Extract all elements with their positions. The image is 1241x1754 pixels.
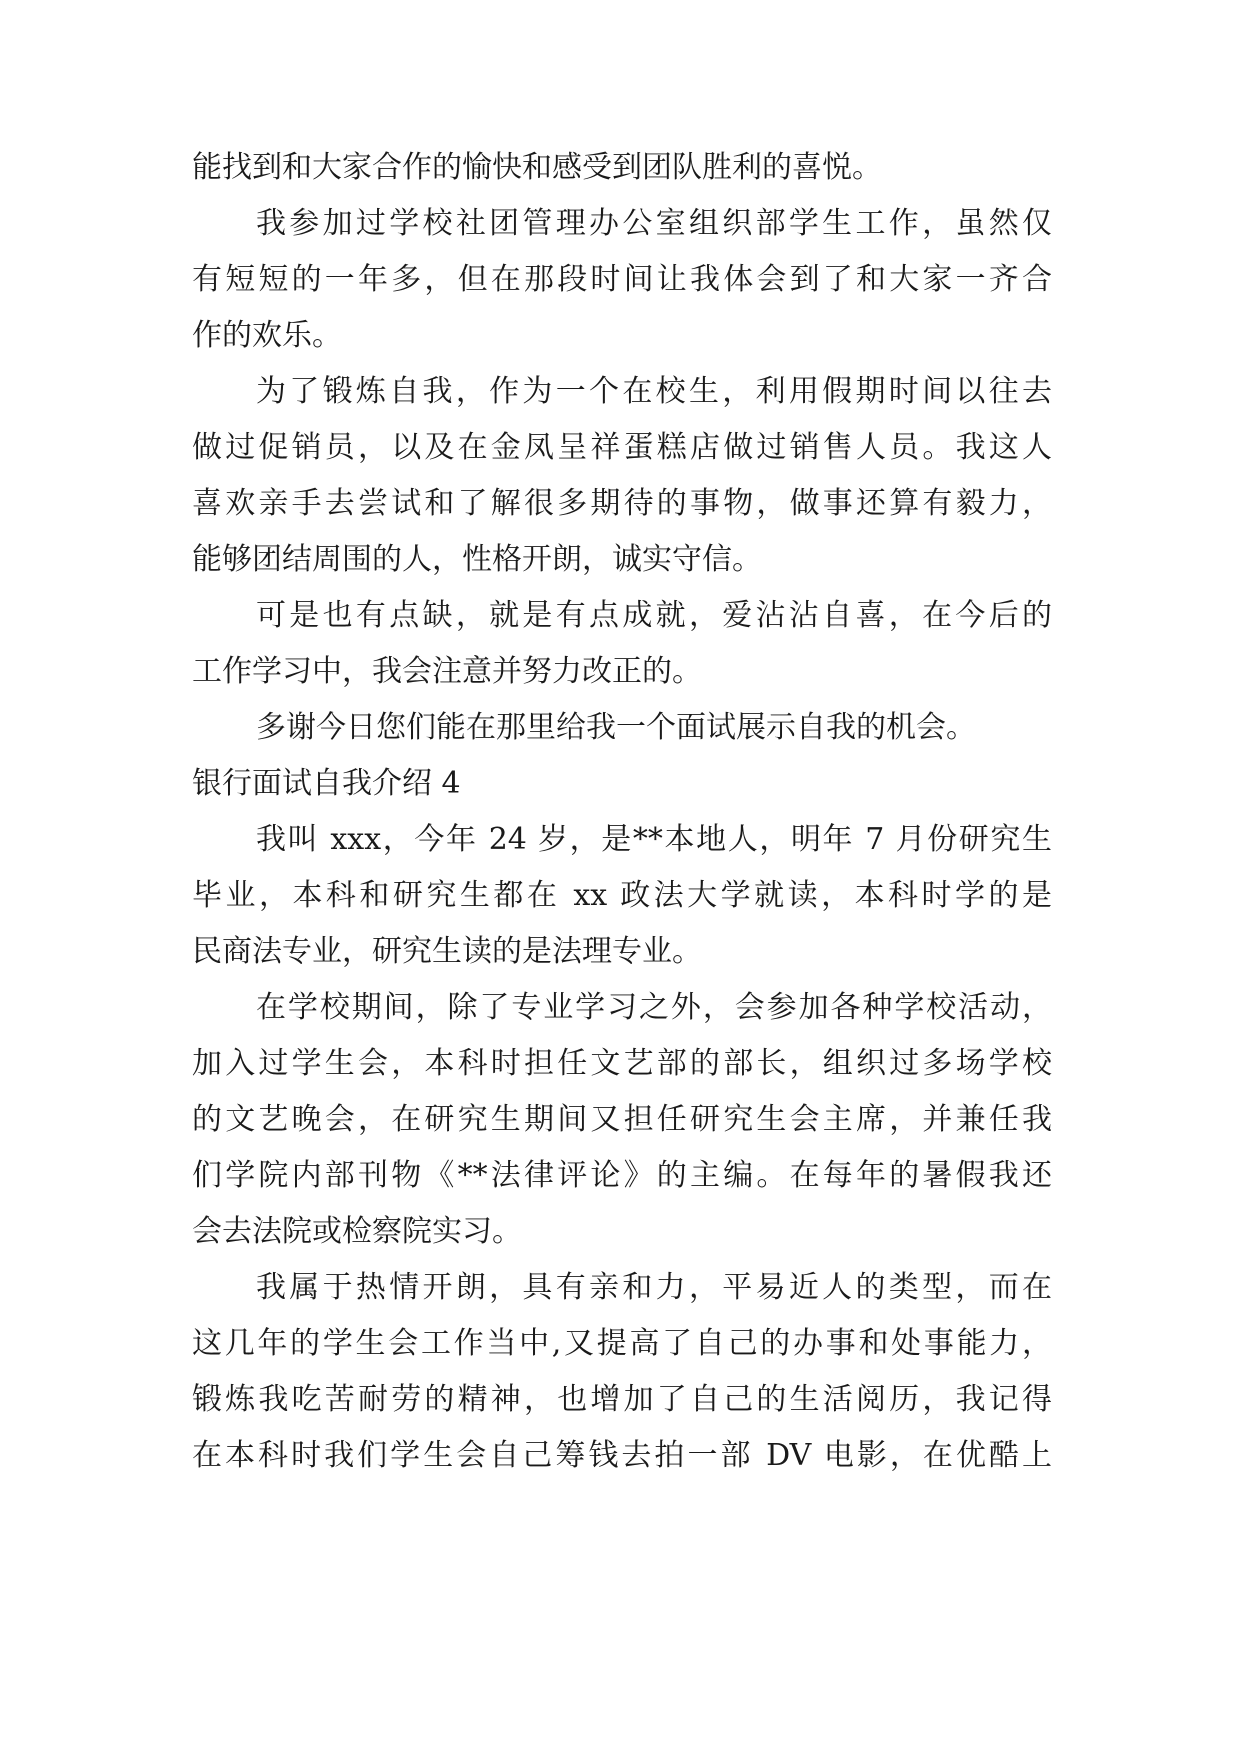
text-line: 加入过学生会，本科时担任文艺部的部长，组织过多场学校 [192, 1046, 1052, 1081]
text-line: 毕业，本科和研究生都在 xx 政法大学就读，本科时学的是 [192, 878, 1052, 913]
text-line: 可是也有点缺，就是有点成就，爱沾沾自喜，在今后的 [256, 598, 1052, 633]
section-heading: 银行面试自我介绍 4 [192, 766, 461, 801]
text-line: 的文艺晚会，在研究生期间又担任研究生会主席，并兼任我 [192, 1102, 1052, 1137]
text-line: 有短短的一年多，但在那段时间让我体会到了和大家一齐合 [192, 262, 1052, 297]
text-line: 在本科时我们学生会自己筹钱去拍一部 DV 电影，在优酷上 [192, 1438, 1052, 1473]
text-line: 会去法院或检察院实习。 [192, 1214, 522, 1249]
text-line: 喜欢亲手去尝试和了解很多期待的事物，做事还算有毅力， [192, 486, 1052, 521]
text-line: 民商法专业，研究生读的是法理专业。 [192, 934, 702, 969]
text-line: 能够团结周围的人，性格开朗，诚实守信。 [192, 542, 762, 577]
text-line: 做过促销员，以及在金凤呈祥蛋糕店做过销售人员。我这人 [192, 430, 1052, 465]
text-line: 我叫 xxx，今年 24 岁，是**本地人，明年 7 月份研究生 [256, 822, 1052, 857]
text-line: 我参加过学校社团管理办公室组织部学生工作，虽然仅 [256, 206, 1052, 241]
text-line: 这几年的学生会工作当中,又提高了自己的办事和处事能力， [192, 1326, 1052, 1361]
text-line: 我属于热情开朗，具有亲和力，平易近人的类型，而在 [256, 1270, 1052, 1305]
text-line: 作的欢乐。 [192, 318, 342, 353]
text-line: 们学院内部刊物《**法律评论》的主编。在每年的暑假我还 [192, 1158, 1052, 1193]
text-line: 工作学习中，我会注意并努力改正的。 [192, 654, 702, 689]
text-line: 为了锻炼自我，作为一个在校生，利用假期时间以往去 [256, 374, 1052, 409]
text-line: 在学校期间，除了专业学习之外，会参加各种学校活动， [256, 990, 1052, 1025]
text-line: 多谢今日您们能在那里给我一个面试展示自我的机会。 [256, 710, 976, 745]
text-line: 锻炼我吃苦耐劳的精神，也增加了自己的生活阅历，我记得 [192, 1382, 1052, 1417]
text-line: 能找到和大家合作的愉快和感受到团队胜利的喜悦。 [192, 150, 882, 185]
